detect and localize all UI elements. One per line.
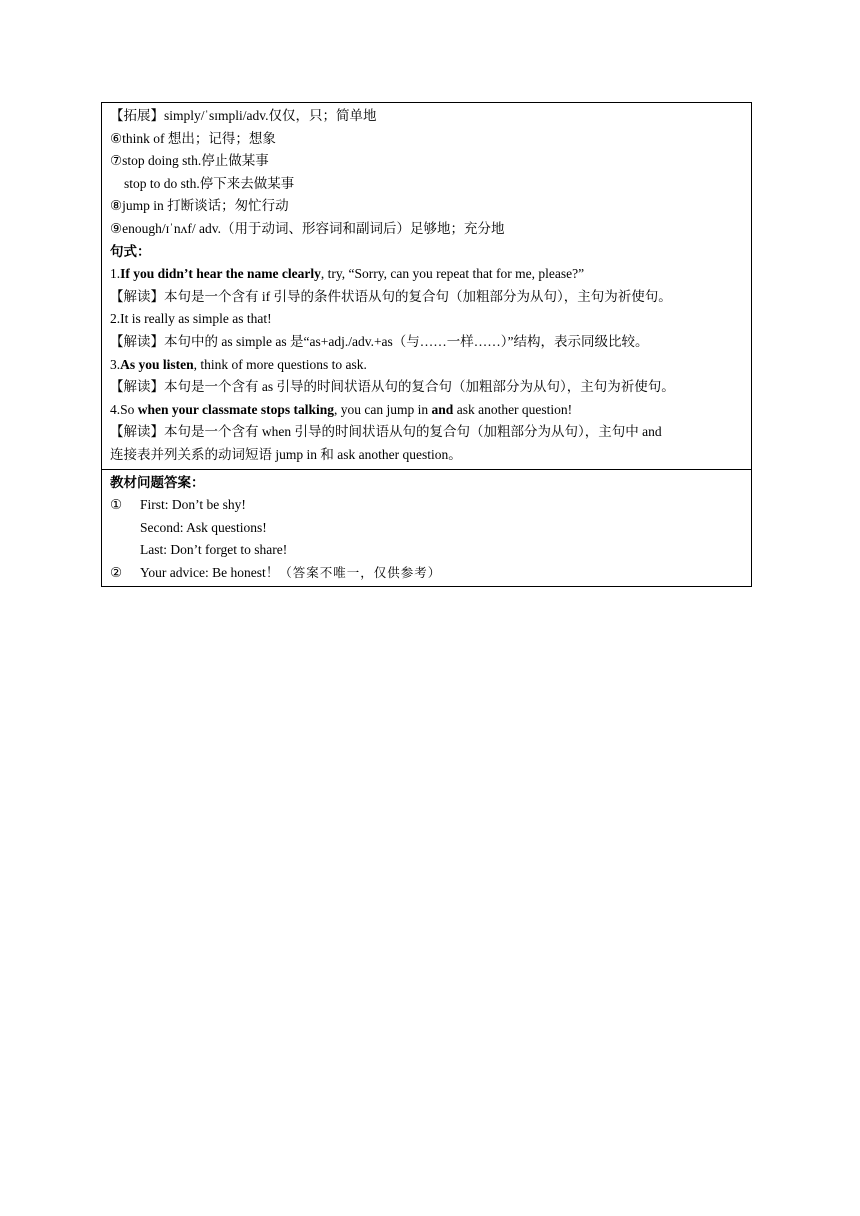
answers-section	[102, 469, 751, 587]
vocab-item-7: ⑦stop doing sth.停止做某事	[110, 153, 269, 169]
answer-2	[110, 562, 743, 585]
answer-1-cont-2	[110, 539, 743, 562]
sentence-4-rest: ask another question!	[453, 401, 573, 417]
answer-1-line-1: First: Don’t be shy!	[140, 497, 246, 513]
expand-line: 【拓展】simply/ˈsɪmpli/adv.仅仅，只；简单地	[110, 108, 377, 123]
answer-1-number: ①	[110, 497, 123, 513]
sentence-4-and: and	[431, 401, 454, 417]
answer-1-cont	[110, 517, 743, 540]
sentence-4-mid: , you can jump in	[334, 401, 432, 417]
sentence-heading: 句式：	[110, 243, 151, 259]
sentence-3-clause: As you listen	[120, 356, 194, 372]
sentence-4-note: 【解读】本句是一个含有 when 引导的时间状语从句的复合句（加粗部分为从句），主句中 and	[110, 424, 662, 440]
sentence-3-rest: , think of more questions to ask.	[193, 356, 367, 372]
sentence-1-num: 1.	[110, 266, 121, 282]
answer-2-number: ②	[110, 564, 123, 580]
sentence-3-num: 3.	[110, 356, 121, 372]
answer-2-note: （答案不唯一，仅供参考）	[279, 564, 442, 580]
sentence-1-rest: , try, “Sorry, can you repeat that for me, please?”	[320, 266, 585, 282]
vocab-item-9: ⑨enough/ɪˈnʌf/ adv.（用于动词、形容词和副词后）足够地；充分地	[110, 220, 505, 236]
sentence-2-note: 【解读】本句中的 as simple as 是“as+adj./adv.+as（与……一样……）”结构，表示同级比较。	[110, 333, 649, 349]
content-table	[101, 102, 752, 587]
sentence-1-clause: If you didn’t hear the name clearly	[120, 266, 321, 282]
sentence-1-note: 【解读】本句是一个含有 if 引导的条件状语从句的复合句（加粗部分为从句），主句为祈使句。	[110, 288, 672, 304]
answer-2-text: Your advice: Be honest！	[140, 564, 280, 580]
answer-1	[110, 494, 743, 517]
sentence-4-note-cont: 连接表并列关系的动词短语 jump in 和 ask another question。	[110, 446, 462, 462]
sentence-4-pre: 4.So	[110, 401, 138, 417]
vocab-item-8: ⑧jump in 打断谈话；匆忙行动	[110, 198, 289, 214]
sentence-4-clause: when your classmate stops talking	[137, 401, 335, 417]
answer-1-line-3: Last: Don’t forget to share!	[140, 542, 288, 558]
sentence-3-note: 【解读】本句是一个含有 as 引导的时间状语从句的复合句（加粗部分为从句），主句为祈使句。	[110, 379, 675, 395]
vocabulary-section	[102, 103, 751, 469]
sentence-2: 2.It is really as simple as that!	[110, 311, 272, 327]
sentence-3	[110, 354, 743, 377]
sentence-1	[110, 263, 743, 286]
vocab-item-7-sub: stop to do sth.停下来去做某事	[124, 175, 295, 191]
vocab-item-6: ⑥think of 想出；记得；想象	[110, 130, 276, 146]
answers-heading: 教材问题答案：	[110, 474, 205, 490]
answer-1-line-2: Second: Ask questions!	[140, 519, 267, 535]
sentence-4	[110, 399, 743, 422]
